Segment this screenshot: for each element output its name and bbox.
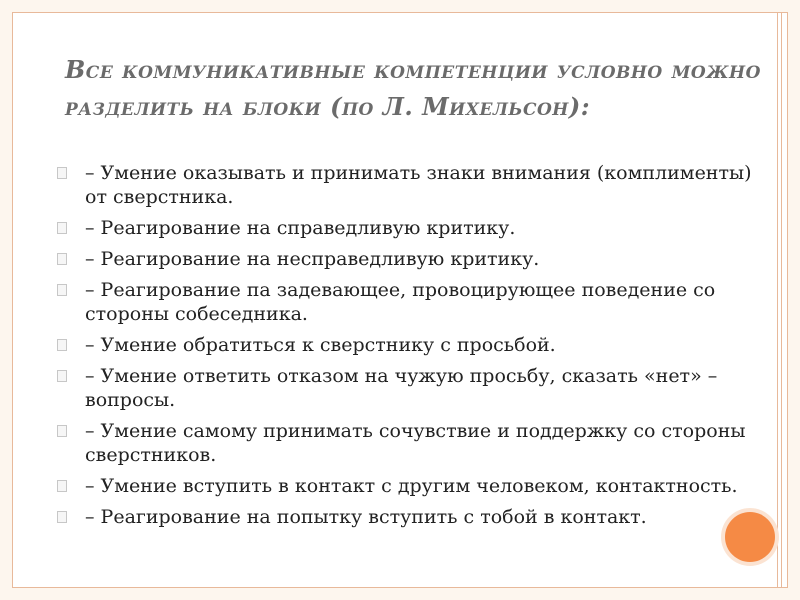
title-line-1: Все коммуникативные компетенции условно можно xyxy=(65,55,761,84)
list-item-text: – Реагирование на справедливую критику. xyxy=(85,217,516,239)
decorative-circle xyxy=(725,512,775,562)
list-item-text: – Реагирование на попытку вступить с тобой в контакт. xyxy=(85,506,647,528)
title-line-2: разделить на блоки (по Л. Михельсон): xyxy=(65,92,591,121)
list-item xyxy=(51,161,761,209)
decorative-border-line xyxy=(777,13,778,587)
list-item xyxy=(51,505,761,529)
bullet-icon xyxy=(57,222,67,234)
list-item-text: – Умение самому принимать сочувствие и поддержку со стороны сверстников. xyxy=(85,420,746,466)
list-item-text: – Умение ответить отказом на чужую просьбу, сказать «нет» – вопросы. xyxy=(85,365,718,411)
bullet-icon xyxy=(57,253,67,265)
bullet-icon xyxy=(57,425,67,437)
list-item-text: – Умение обратиться к сверстнику с просьбой. xyxy=(85,334,556,356)
list-item xyxy=(51,419,761,467)
list-item-text: – Умение оказывать и принимать знаки внимания (комплименты) от сверстника. xyxy=(85,162,752,208)
list-item-text: – Реагирование па задевающее, провоцирующее поведение со стороны собеседника. xyxy=(85,279,716,325)
list-item-text: – Реагирование на несправедливую критику. xyxy=(85,248,540,270)
bullet-icon xyxy=(57,339,67,351)
bullet-icon xyxy=(57,284,67,296)
slide xyxy=(12,12,788,588)
list-item xyxy=(51,474,761,498)
bullet-list xyxy=(51,161,761,536)
bullet-icon xyxy=(57,511,67,523)
list-item xyxy=(51,278,761,326)
list-item xyxy=(51,333,761,357)
list-item-text: – Умение вступить в контакт с другим человеком, контактность. xyxy=(85,475,738,497)
list-item xyxy=(51,247,761,271)
bullet-icon xyxy=(57,370,67,382)
bullet-icon xyxy=(57,480,67,492)
decorative-border-line xyxy=(781,13,782,587)
bullet-icon xyxy=(57,167,67,179)
slide-title xyxy=(65,51,761,125)
list-item xyxy=(51,364,761,412)
list-item xyxy=(51,216,761,240)
